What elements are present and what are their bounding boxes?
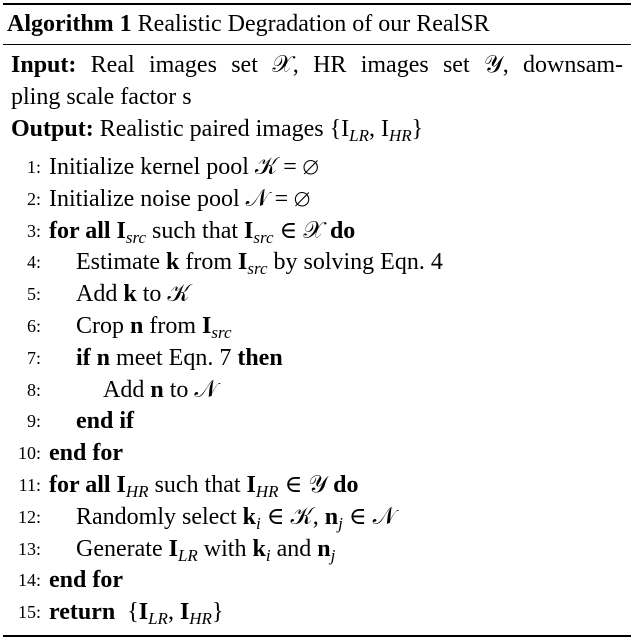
text-crop: Crop [76,312,124,339]
sub-lr: LR [148,609,168,629]
kw-do: do [329,217,356,244]
algo-line-6 [3,311,631,343]
text-to: to 𝒩 [169,376,218,403]
kw-end-for: end for [49,567,123,594]
sub-src: src [125,227,147,247]
line-number: 15: [17,602,41,623]
rel-k: ∈ 𝒦, [266,503,319,530]
text-from: from [185,249,232,276]
line-number: 2: [26,188,41,209]
var-I: I [246,471,256,498]
output-sub-hr: HR [388,126,412,145]
text-and: and [276,535,312,562]
var-I: I [116,471,126,498]
output-keyword: Output: [11,116,94,142]
algo-line-5 [3,279,631,311]
kw-end-for: end for [49,440,123,467]
var-I: I [238,249,248,276]
sub-hr: HR [189,609,212,629]
line-text [103,375,217,407]
kw-then: then [237,344,283,371]
algo-line-7 [3,343,631,375]
line-text: Initialize noise pool 𝒩 = ∅ [49,185,311,212]
line-text [76,279,190,311]
var-I: I [138,599,149,626]
line-number: 13: [17,538,41,559]
output-close: } [411,116,424,142]
output-text [99,116,424,145]
var-n: n [96,344,111,371]
kw-for-all: for all [49,471,111,498]
line-text [49,597,223,635]
output-text-main: Realistic paired images {I [99,116,350,142]
line-number: 4: [26,252,41,273]
var-I: I [202,312,212,339]
line-number: 6: [26,315,41,336]
input-text-2: pling scale factor s [11,84,192,110]
input-text-1: Real images set 𝒳, HR images set 𝒴, downsam- [90,52,624,78]
line-text: Initialize kernel pool 𝒦 = ∅ [49,154,319,180]
kw-if: if [76,344,91,371]
kw-return: return [49,599,116,626]
rel: ∈ 𝒴 [284,471,328,498]
sub-hr: HR [255,481,279,501]
output-block [3,113,631,152]
line-number: 7: [26,347,41,368]
algorithm-box [3,3,631,637]
output-sub-lr: LR [349,126,369,145]
line-number: 8: [26,379,41,400]
text-add: Add [103,376,145,403]
algo-line-15 [3,597,631,629]
algo-line-12 [3,502,631,534]
var-k: k [242,503,256,530]
var-I: I [116,217,126,244]
var-n: n [130,312,144,339]
text-add: Add [76,281,118,308]
algo-line-2 [3,184,631,216]
kw-do: do [333,471,359,498]
algo-line-3 [3,216,631,248]
algo-line-14 [3,565,631,597]
var-n: n [324,503,339,530]
line-number: 9: [26,411,41,432]
algorithm-title: Realistic Degradation of our RealSR [137,11,490,37]
rel-n: ∈ 𝒩 [348,503,396,530]
input-keyword: Input: [11,52,77,78]
text-with: with [203,535,247,562]
algorithm-body [3,45,631,635]
sub-j: j [338,513,343,533]
algo-line-13 [3,534,631,566]
brace-open: { [127,599,139,626]
var-I: I [179,599,190,626]
algo-line-8 [3,375,631,407]
var-n: n [317,535,331,562]
algorithm-caption [3,5,631,44]
text-such-that: such that [154,471,241,498]
var-n: n [150,376,164,403]
sub-src: src [247,259,268,279]
algo-line-10 [3,438,631,470]
sub-i: i [256,513,261,533]
output-sep: , I [368,116,389,142]
text-from: from [149,312,197,339]
var-I: I [244,217,254,244]
text-post: by solving Eqn. 4 [273,249,443,276]
var-k: k [165,249,180,276]
line-number: 5: [26,284,41,305]
text-generate: Generate [76,535,163,562]
kw-end-if: end if [76,408,135,435]
algo-line-9 [3,406,631,438]
line-number: 1: [26,157,41,177]
algo-line-11 [3,470,631,502]
text-randomly-select: Randomly select [76,503,237,530]
input-line-1 [11,49,623,81]
sub-i: i [265,545,271,565]
line-number: 10: [17,443,41,464]
line-number: 14: [17,570,41,591]
line-text [76,343,283,375]
line-number: 3: [26,220,41,241]
var-I: I [168,535,178,562]
line-number: 12: [17,506,41,527]
sub-hr: HR [125,481,149,501]
sub-src: src [211,322,232,342]
sub-lr: LR [177,545,198,565]
rel: ∈ 𝒳 [279,217,324,244]
sep: , [167,599,180,626]
text-estimate: Estimate [76,249,160,276]
sub-src: src [253,227,274,247]
line-number: 11: [18,474,41,495]
input-block [3,49,631,113]
sub-j: j [330,545,336,565]
algorithm-label: Algorithm 1 [7,11,132,37]
algo-line-1 [3,152,631,184]
var-k: k [252,535,266,562]
brace-close: } [211,599,224,626]
text-to: to 𝒦 [142,281,190,308]
algo-line-4 [3,247,631,279]
var-k: k [123,281,137,308]
text-meet: meet Eqn. 7 [116,344,232,371]
text-such-that: such that [152,217,239,244]
kw-for-all: for all [49,217,111,244]
